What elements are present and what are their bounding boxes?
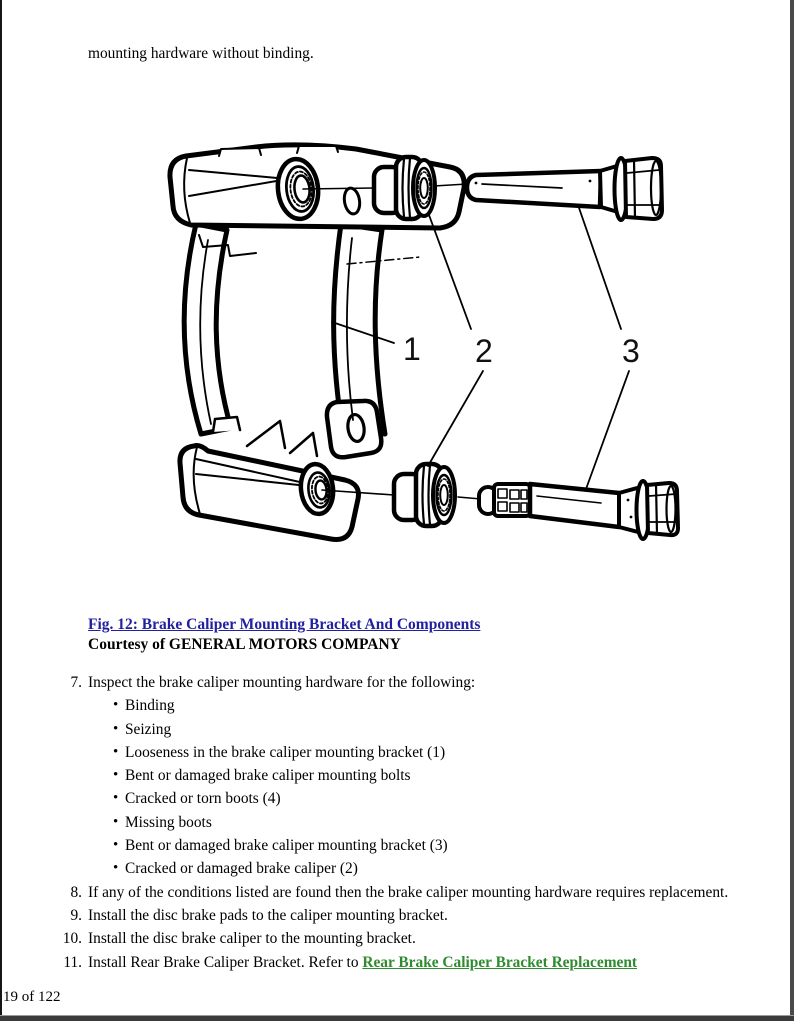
step-8-text: If any of the conditions listed are found then the brake caliper mounting hardware requires replacement. <box>88 883 729 901</box>
bullet-item <box>113 718 740 741</box>
upper-boot-illustration <box>374 157 435 219</box>
upper-guide-pin-illustration <box>467 158 662 220</box>
intro-paragraph: mounting hardware without binding. <box>88 45 314 62</box>
bullet-text: Missing boots <box>125 813 212 831</box>
step-11-text <box>82 951 637 974</box>
step-11-number: 11. <box>63 953 82 971</box>
step-11 <box>0 951 740 974</box>
figure-courtesy-line: Courtesy of GENERAL MOTORS COMPANY <box>88 635 401 653</box>
bullet-dot: • <box>113 860 119 877</box>
step-7-bullet-list <box>113 694 740 880</box>
step-7 <box>0 671 740 694</box>
bullet-item <box>113 764 740 787</box>
bullet-dot: • <box>113 767 119 784</box>
brake-caliper-bracket-drawing <box>0 130 794 610</box>
step-10-number: 10. <box>62 930 82 948</box>
figure-caption-block <box>88 615 480 654</box>
step-10 <box>0 927 740 950</box>
bullet-text: Seizing <box>125 720 172 738</box>
bullet-item <box>113 741 740 764</box>
bullet-item <box>113 694 740 717</box>
bullet-item <box>113 811 740 834</box>
step-11-text-before-link: Install Rear Brake Caliper Bracket. Refer to <box>88 953 363 971</box>
step-8 <box>0 881 740 904</box>
bullet-text: Cracked or damaged brake caliper (2) <box>125 860 358 878</box>
rear-brake-caliper-bracket-replacement-link[interactable]: Rear Brake Caliper Bracket Replacement <box>362 953 638 971</box>
step-10-text: Install the disc brake caliper to the mounting bracket. <box>88 930 416 948</box>
bullet-item <box>113 787 740 810</box>
step-9-text: Install the disc brake pads to the caliper mounting bracket. <box>88 906 448 924</box>
callout-2-label: 2 <box>475 333 493 369</box>
bullet-item <box>113 834 740 857</box>
bullet-text: Binding <box>125 697 175 715</box>
page-indicator: 19 of 122 <box>3 989 61 1005</box>
bullet-dot: • <box>113 720 119 737</box>
bullet-dot: • <box>113 743 119 760</box>
bullet-text: Bent or damaged brake caliper mounting bolts <box>125 767 411 785</box>
step-7-text: Inspect the brake caliper mounting hardware for the following: <box>88 674 476 691</box>
lower-guide-pin-illustration <box>479 481 678 539</box>
bullet-dot: • <box>113 813 119 830</box>
bullet-dot: • <box>113 837 119 854</box>
step-7-number: 7. <box>70 674 82 691</box>
bullet-text: Bent or damaged brake caliper mounting bracket (3) <box>125 837 448 855</box>
bullet-item <box>113 857 740 880</box>
callout-3-label: 3 <box>622 333 640 369</box>
step-9 <box>0 904 740 927</box>
bullet-dot: • <box>113 790 119 807</box>
figure-12-diagram <box>0 130 794 610</box>
procedure-steps <box>0 671 740 974</box>
bullet-text: Looseness in the brake caliper mounting bracket (1) <box>125 743 446 761</box>
lower-boot-illustration <box>394 464 455 526</box>
callout-1-label: 1 <box>403 331 421 367</box>
page-bottom-border <box>0 1015 794 1021</box>
figure-caption-link[interactable]: Fig. 12: Brake Caliper Mounting Bracket And Components <box>88 616 481 633</box>
step-8-number: 8. <box>70 883 82 901</box>
step-9-number: 9. <box>70 906 82 924</box>
bullet-dot: • <box>113 697 119 714</box>
bullet-text: Cracked or torn boots (4) <box>125 790 281 808</box>
